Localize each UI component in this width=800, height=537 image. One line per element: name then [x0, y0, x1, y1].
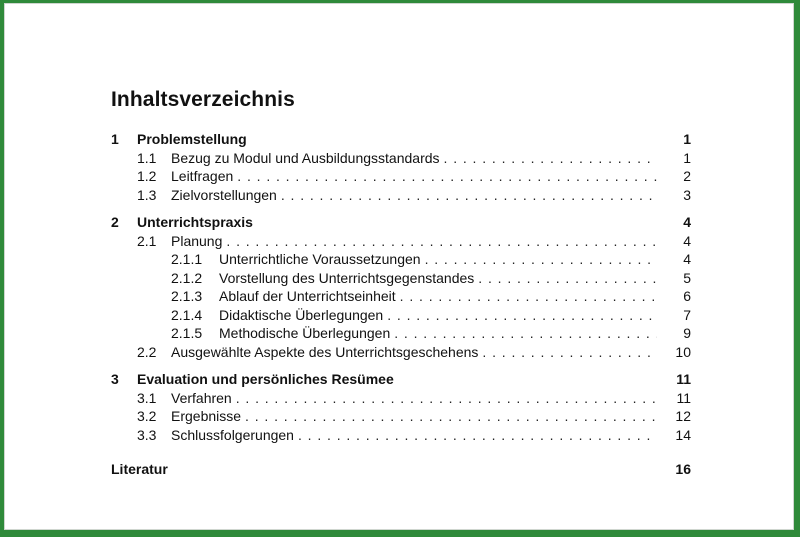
toc-entry-number: 2.2	[137, 343, 157, 360]
toc-entry-title: Planung	[171, 232, 223, 249]
toc-entry-page: 11	[676, 371, 691, 387]
toc-dot-leader	[482, 343, 657, 362]
toc-entry-title: Verfahren	[171, 389, 232, 406]
toc-entry-number: 3.1	[137, 389, 157, 406]
table-of-contents	[111, 130, 691, 479]
toc-entry-title: Vorstellung des Unterrichtsgegenstandes	[219, 269, 475, 286]
toc-dot-leader	[281, 186, 657, 205]
toc-dot-leader	[387, 306, 657, 325]
toc-entry-number: 2.1	[137, 232, 157, 249]
toc-entry-number: 1.1	[137, 149, 157, 166]
toc-entry-page: 9	[683, 325, 691, 341]
toc-entry-number: 1	[111, 131, 119, 147]
toc-entry-page: 6	[683, 288, 691, 304]
toc-entry-title: Problemstellung	[137, 131, 247, 147]
toc-entry-number: 2.1.3	[171, 288, 203, 304]
toc-dot-leader	[400, 287, 657, 306]
toc-dot-leader	[226, 232, 657, 251]
toc-entry-number: 2.1.2	[171, 269, 203, 286]
toc-dot-leader	[236, 389, 657, 408]
document-page	[4, 3, 794, 530]
toc-entry-page: 5	[683, 269, 691, 286]
toc-entry-page: 4	[683, 214, 691, 230]
toc-dot-leader	[425, 250, 657, 269]
toc-entry-title: Evaluation und persönliches Resümee	[137, 371, 394, 387]
toc-subsection-3-2[interactable]	[111, 407, 691, 426]
toc-dot-leader	[394, 324, 657, 343]
toc-entry-number: 2.1.1	[171, 251, 203, 267]
toc-entry-number: 1.3	[137, 186, 157, 203]
toc-section-3[interactable]	[111, 370, 691, 389]
toc-entry-page: 1	[683, 149, 691, 166]
toc-entry-title: Ergebnisse	[171, 408, 242, 424]
toc-entry-number: 2.1.5	[171, 325, 203, 341]
toc-subsection-1-1[interactable]	[111, 149, 691, 168]
toc-dot-leader	[444, 149, 657, 168]
toc-subsubsection-2-1-4[interactable]	[111, 306, 691, 325]
toc-entry-number: 2.1.4	[171, 306, 203, 323]
toc-subsection-2-2[interactable]	[111, 343, 691, 362]
toc-dot-leader	[298, 426, 657, 445]
toc-entry-title: Schlussfolgerungen	[171, 426, 294, 443]
toc-entry-title: Literatur	[111, 461, 168, 477]
toc-entry-page: 7	[683, 306, 691, 323]
toc-dot-leader	[245, 407, 657, 426]
toc-entry-page: 14	[675, 426, 691, 443]
toc-entry-number: 3	[111, 371, 119, 387]
toc-entry-title: Methodische Überlegungen	[219, 325, 391, 341]
toc-entry-number: 1.2	[137, 168, 157, 184]
toc-entry-page: 10	[675, 343, 691, 360]
toc-subsection-3-1[interactable]	[111, 389, 691, 408]
toc-entry-page: 4	[683, 232, 691, 249]
toc-dot-leader	[478, 269, 657, 288]
toc-entry-title: Leitfragen	[171, 168, 234, 184]
toc-entry-page: 1	[683, 131, 691, 147]
toc-entry-page: 3	[683, 186, 691, 203]
toc-subsection-1-2[interactable]	[111, 167, 691, 186]
toc-entry-title: Zielvorstellungen	[171, 186, 277, 203]
toc-subsubsection-2-1-3[interactable]	[111, 287, 691, 306]
toc-title: Inhaltsverzeichnis	[111, 88, 295, 111]
toc-entry-title: Unterrichtliche Voraussetzungen	[219, 251, 421, 267]
toc-entry-title: Unterrichtspraxis	[137, 214, 253, 230]
toc-entry-page: 16	[675, 461, 691, 477]
toc-section-2[interactable]	[111, 213, 691, 232]
toc-entry-page: 12	[675, 408, 691, 424]
toc-dot-leader	[237, 167, 657, 186]
toc-entry-page: 4	[683, 251, 691, 267]
toc-entry-page: 11	[676, 389, 691, 406]
toc-entry-number: 3.3	[137, 426, 157, 443]
toc-entry-title: Bezug zu Modul und Ausbildungsstandards	[171, 149, 440, 166]
toc-subsubsection-2-1-5[interactable]	[111, 324, 691, 343]
toc-entry-number: 3.2	[137, 408, 157, 424]
toc-subsection-1-3[interactable]	[111, 186, 691, 205]
toc-subsubsection-2-1-1[interactable]	[111, 250, 691, 269]
toc-entry-page: 2	[683, 168, 691, 184]
toc-entry-title: Didaktische Überlegungen	[219, 306, 384, 323]
toc-subsection-3-3[interactable]	[111, 426, 691, 445]
toc-entry-title: Ausgewählte Aspekte des Unterrichtsgeschehens	[171, 343, 479, 360]
toc-entry-number: 2	[111, 214, 119, 230]
toc-subsubsection-2-1-2[interactable]	[111, 269, 691, 288]
toc-section-1[interactable]	[111, 130, 691, 149]
toc-entry-title: Ablauf der Unterrichtseinheit	[219, 288, 396, 304]
toc-subsection-2-1[interactable]	[111, 232, 691, 251]
toc-section-literatur[interactable]	[111, 460, 691, 479]
